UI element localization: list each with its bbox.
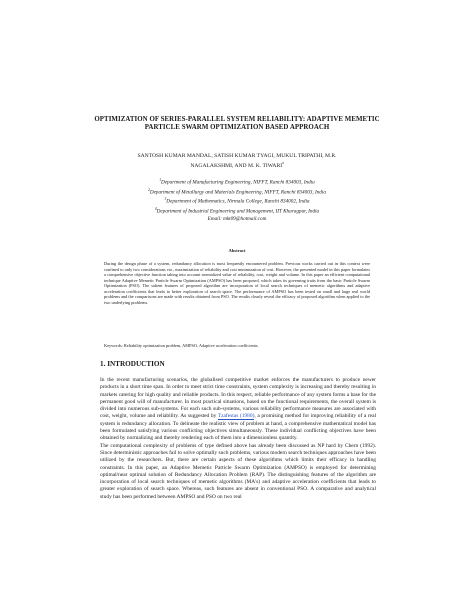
author-list bbox=[84, 153, 390, 169]
authors-line-2 bbox=[84, 160, 390, 169]
authors-superscript: a bbox=[282, 160, 284, 165]
citation-link-tzafestas[interactable]: Tzafestas (1980) bbox=[217, 413, 255, 420]
affiliation-4-marker: 4 bbox=[154, 207, 157, 212]
affiliation-3-text: Department of Mathematics, Nirmala College, Ranchi 834002, India bbox=[166, 199, 310, 206]
authors-line-2-text: NAGALAKSHMI, AND M. K. TIWARI bbox=[190, 162, 283, 169]
intro-paragraph-2: The computational complexity of problems of type defined above has already been discussed as NP hard by Chern (1992). Since deterministic approaches fail to solve optimally such problems, various modern search techniques approaches have been utilized by the researchers. But, there are certain aspects of these algorithms which limits their efficacy in handling constraints. In this paper, an Adaptive Memetic Particle Swarm Optimization (AMPSO) is employed for determining optimal/near optimal solution of Redundancy Allocation Problem (RAP). The distinguishing features of the algorithm are incorporation of local search techniques of memetic algorithms (MA's) and adaptive acceleration coefficients that leads to greater exploration of search space. Whereas, such features are absent in conventional PSO. A comparative and analytical study has been performed between AMPSO and PSO on two real bbox=[100, 442, 376, 500]
affiliation-1 bbox=[84, 177, 390, 187]
intro-p1-text-cont: , a promising method for improving reliability of a real system is redundancy allocation. To delineate the realistic view of problem at hand, a comprehensive mathematical model has been formulated satisfying various conflicting objectives simultaneously. These individual conflicting objectives have been obtained by normalizing and thereby rendering each of them into a dimensionless quantity. bbox=[100, 413, 376, 442]
affiliation-2-text: Department of Metallurgy and Materials Engineering, NIFFT, Ranchi 834003, India bbox=[149, 189, 326, 196]
affiliation-3-marker: 3 bbox=[164, 197, 167, 202]
introduction-body bbox=[100, 377, 376, 501]
abstract-heading: Abstract bbox=[228, 248, 246, 253]
section-heading-introduction: 1. INTRODUCTION bbox=[100, 360, 165, 368]
affiliation-2 bbox=[84, 187, 390, 197]
paper-title: OPTIMIZATION OF SERIES-PARALLEL SYSTEM RELIABILITY: ADAPTIVE MEMETIC PARTICLE SWARM OPTIMIZATION BASED APPROACH bbox=[94, 116, 380, 132]
intro-paragraph-1 bbox=[100, 377, 376, 443]
intro-p1-text: In the recent manufacturing scenarios, the globalised competitive market enforces the manufacturers to produce newer products in a short time span. In order to meet strict time constraints, system complexity is increasing and thereby resulting in markets catering for high quality and reliable products. In this respect, reliable performance of any system forms a base for the permanent good will of manufacturer. In most practical situations, based on the functional requirements, the overall system is divided into numerous sub-systems. For each such sub-systems, various reliability performance measures are associated with cost, weight, volume and reliability. As suggested by bbox=[100, 377, 376, 420]
affiliation-2-marker: 2 bbox=[148, 187, 150, 192]
keywords: Keywords: Reliability optimization problem, AMPSO, Adaptive acceleration coefficients. bbox=[104, 343, 259, 348]
affiliation-1-marker: 1 bbox=[159, 178, 161, 182]
affiliation-1-text: Department of Manufacturing Engineering, NIFFT, Ranchi 834003, India bbox=[161, 179, 315, 186]
affiliations bbox=[84, 177, 390, 223]
abstract-text: During the design phase of a system, redundancy allocation is most frequently encountered problem. Previous works carried out in this context were confined to only two considerations viz., maximization of reliability and cost minimization of cost. However, the presented model in this paper formulates a comprehensive objective function taking into account normalized value of reliability, cost, weight and volume. In this paper an efficient computational technique Adaptive Memetic Particle Swarm Optimization (AMPSO) has been proposed, which takes its governing traits from the basic Particle Swarm Optimization (PSO). The salient features of proposed algorithm are incorporation of local search techniques of memetic algorithms and adaptive acceleration coefficients that leads to better exploration of search space. The performance of AMPSO has been tested on small and large real world problems and the comparisons are made with results obtained from PSO. The results clearly reveal the efficacy of proposed algorithm when applied to the two underlying problems. bbox=[104, 261, 370, 305]
affiliation-4 bbox=[84, 206, 390, 216]
affiliation-3 bbox=[84, 196, 390, 206]
email-address: Email: mkt09@hotmail.com bbox=[207, 215, 267, 222]
authors-line-1: SANTOSH KUMAR MANDAL, SATISH KUMAR TYAGI, MUKUL TRIPATHI, M.R. bbox=[137, 153, 337, 159]
affiliation-4-text: Department of Industrial Engineering and Management, IIT Kharagpur, India bbox=[156, 208, 320, 215]
